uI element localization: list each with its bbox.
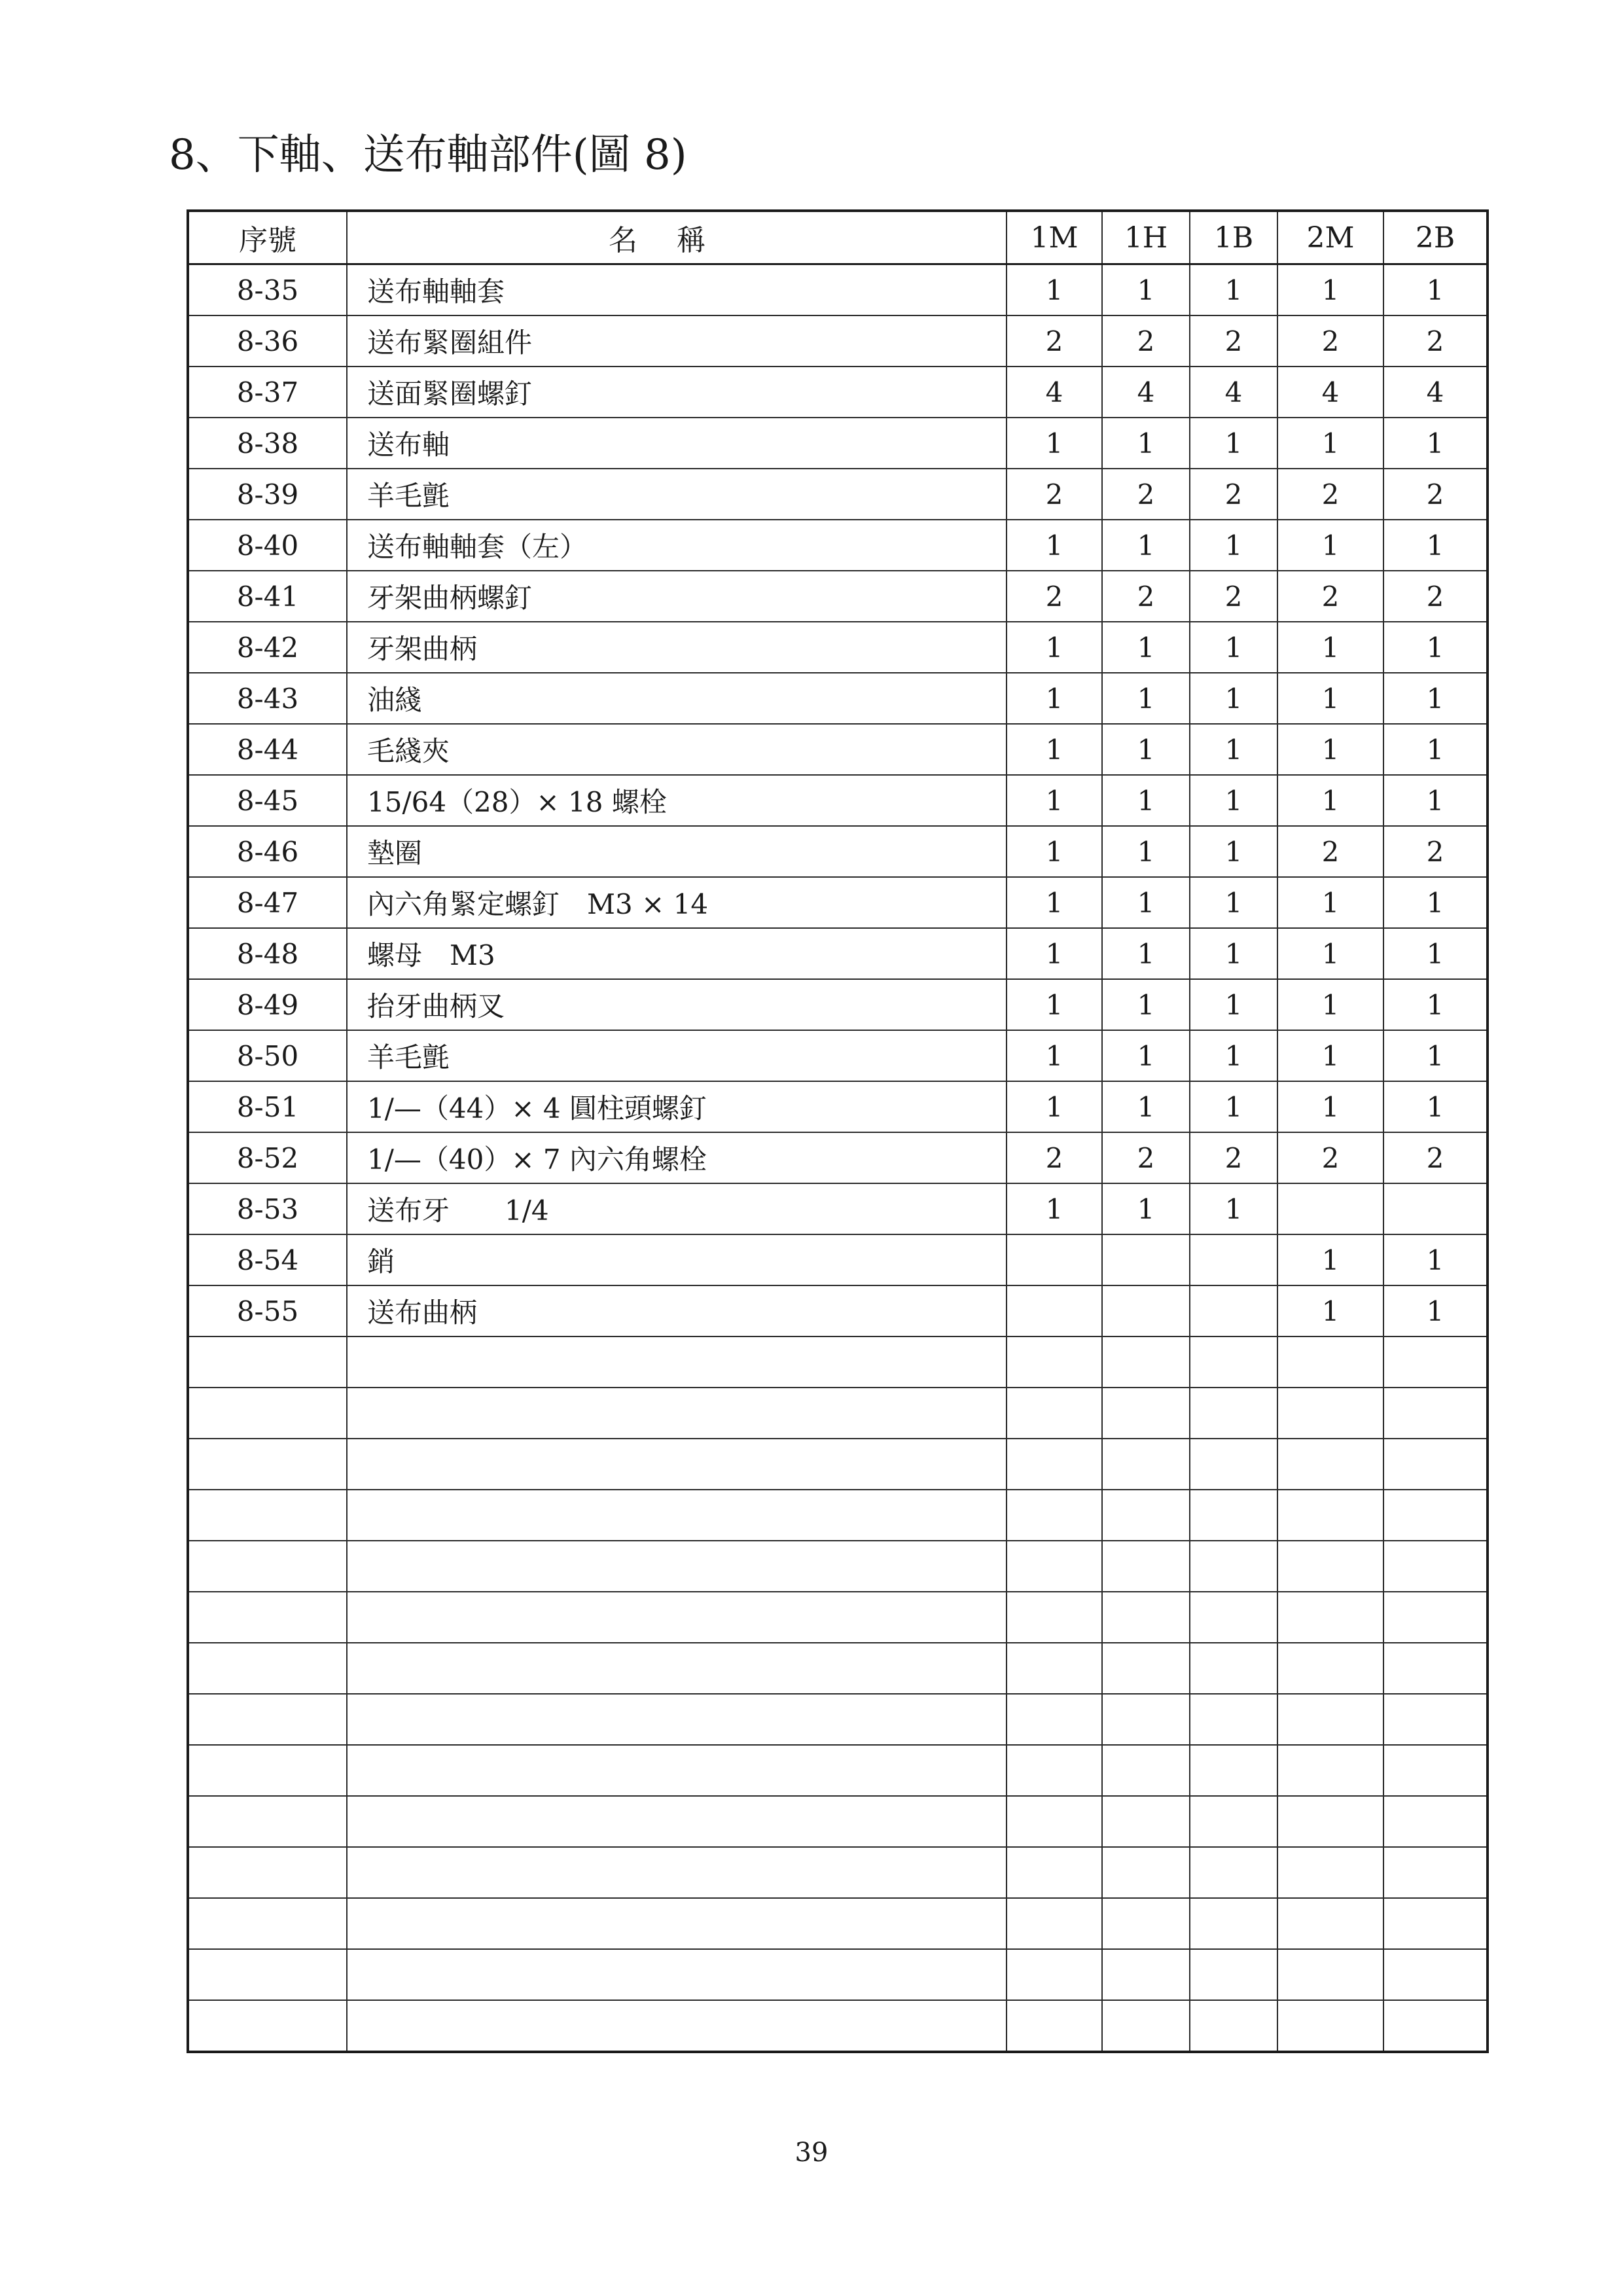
header-1m: 1M [1007, 211, 1102, 264]
empty-cell [1190, 1388, 1277, 1439]
empty-cell [347, 1694, 1007, 1745]
empty-cell [1383, 1336, 1488, 1388]
empty-cell [1102, 1388, 1190, 1439]
qty-1m: 1 [1007, 418, 1102, 469]
empty-cell [1277, 1898, 1383, 1949]
empty-cell [188, 1336, 347, 1388]
empty-cell [1383, 1643, 1488, 1694]
empty-cell [1190, 1490, 1277, 1541]
empty-cell [188, 1541, 347, 1592]
empty-cell [1102, 1694, 1190, 1745]
table-row [188, 826, 1488, 877]
empty-row [188, 1336, 1488, 1388]
part-number: 8-52 [188, 1132, 347, 1183]
header-1h: 1H [1102, 211, 1190, 264]
empty-cell [347, 1847, 1007, 1898]
qty-1h: 2 [1102, 315, 1190, 367]
empty-cell [188, 1694, 347, 1745]
qty-2b: 2 [1383, 571, 1488, 622]
empty-cell [1190, 1643, 1277, 1694]
qty-2b: 1 [1383, 877, 1488, 928]
empty-cell [1190, 1439, 1277, 1490]
qty-1b: 1 [1190, 520, 1277, 571]
qty-2b: 1 [1383, 1285, 1488, 1336]
empty-cell [1102, 1847, 1190, 1898]
qty-1b: 2 [1190, 571, 1277, 622]
empty-cell [1383, 1439, 1488, 1490]
qty-1b: 1 [1190, 877, 1277, 928]
part-number: 8-46 [188, 826, 347, 877]
empty-cell [347, 2000, 1007, 2052]
qty-1m: 1 [1007, 1030, 1102, 1081]
empty-cell [1007, 1643, 1102, 1694]
qty-2m: 1 [1277, 928, 1383, 979]
qty-1b: 1 [1190, 1081, 1277, 1132]
empty-cell [188, 1439, 347, 1490]
empty-cell [1190, 1949, 1277, 2000]
empty-cell [347, 1592, 1007, 1643]
empty-cell [1007, 1439, 1102, 1490]
empty-cell [1007, 1745, 1102, 1796]
part-number: 8-38 [188, 418, 347, 469]
empty-row [188, 1592, 1488, 1643]
qty-1b: 1 [1190, 1030, 1277, 1081]
qty-1h: 2 [1102, 469, 1190, 520]
qty-1h: 2 [1102, 571, 1190, 622]
empty-cell [1277, 2000, 1383, 2052]
empty-cell [1277, 1592, 1383, 1643]
empty-row [188, 1949, 1488, 2000]
empty-row [188, 1541, 1488, 1592]
qty-1b: 1 [1190, 418, 1277, 469]
empty-cell [1102, 1592, 1190, 1643]
table-row [188, 418, 1488, 469]
qty-1b: 1 [1190, 264, 1277, 316]
qty-2b [1383, 1183, 1488, 1234]
part-number: 8-50 [188, 1030, 347, 1081]
qty-2m: 1 [1277, 979, 1383, 1030]
empty-cell [1007, 1796, 1102, 1847]
qty-2m: 1 [1277, 877, 1383, 928]
part-name: 抬牙曲柄叉 [347, 979, 1007, 1030]
qty-1h [1102, 1285, 1190, 1336]
qty-1h: 1 [1102, 264, 1190, 316]
empty-cell [1277, 1490, 1383, 1541]
header-no: 序號 [188, 211, 347, 264]
qty-1b: 1 [1190, 724, 1277, 775]
empty-cell [1007, 1898, 1102, 1949]
qty-2b: 4 [1383, 367, 1488, 418]
part-number: 8-37 [188, 367, 347, 418]
empty-cell [347, 1745, 1007, 1796]
qty-2m: 1 [1277, 1234, 1383, 1285]
empty-cell [1102, 1949, 1190, 2000]
qty-2m: 1 [1277, 418, 1383, 469]
qty-1m: 2 [1007, 469, 1102, 520]
part-name: 銷 [347, 1234, 1007, 1285]
empty-cell [1383, 1745, 1488, 1796]
table-row [188, 928, 1488, 979]
part-number: 8-35 [188, 264, 347, 316]
empty-cell [1102, 1898, 1190, 1949]
empty-row [188, 1388, 1488, 1439]
empty-cell [1277, 1439, 1383, 1490]
empty-row [188, 1643, 1488, 1694]
empty-cell [1277, 1541, 1383, 1592]
empty-cell [1383, 1898, 1488, 1949]
empty-cell [1190, 1847, 1277, 1898]
qty-2b: 1 [1383, 264, 1488, 316]
part-name: 送布緊圈組件 [347, 315, 1007, 367]
empty-cell [1277, 1745, 1383, 1796]
qty-1h: 1 [1102, 724, 1190, 775]
empty-cell [347, 1898, 1007, 1949]
empty-cell [1190, 1796, 1277, 1847]
page-title: 8、下軸、送布軸部件(圖 8) [169, 131, 687, 179]
empty-cell [1383, 1847, 1488, 1898]
empty-cell [1277, 1336, 1383, 1388]
empty-cell [347, 1949, 1007, 2000]
qty-1m: 1 [1007, 826, 1102, 877]
qty-1h: 1 [1102, 622, 1190, 673]
empty-cell [1190, 1592, 1277, 1643]
empty-cell [347, 1490, 1007, 1541]
qty-1m: 1 [1007, 724, 1102, 775]
qty-2b: 1 [1383, 1030, 1488, 1081]
part-name: 送面緊圈螺釘 [347, 367, 1007, 418]
empty-row [188, 1847, 1488, 1898]
qty-1b [1190, 1285, 1277, 1336]
empty-cell [188, 1745, 347, 1796]
table-row [188, 1081, 1488, 1132]
part-number: 8-39 [188, 469, 347, 520]
qty-1b: 1 [1190, 622, 1277, 673]
empty-cell [1007, 1949, 1102, 2000]
qty-1b: 1 [1190, 979, 1277, 1030]
part-number: 8-47 [188, 877, 347, 928]
empty-cell [1383, 1490, 1488, 1541]
empty-cell [1383, 1388, 1488, 1439]
qty-1m: 1 [1007, 264, 1102, 316]
qty-2b: 1 [1383, 418, 1488, 469]
qty-1b [1190, 1234, 1277, 1285]
table-row [188, 1285, 1488, 1336]
table-row [188, 315, 1488, 367]
empty-cell [347, 1796, 1007, 1847]
qty-2m: 1 [1277, 1285, 1383, 1336]
part-name: 牙架曲柄螺釘 [347, 571, 1007, 622]
qty-2b: 1 [1383, 673, 1488, 724]
table-row [188, 622, 1488, 673]
empty-cell [188, 1490, 347, 1541]
table-row [188, 571, 1488, 622]
part-name: 送布曲柄 [347, 1285, 1007, 1336]
empty-cell [1007, 1847, 1102, 1898]
qty-2b: 2 [1383, 315, 1488, 367]
page-number: 39 [794, 2138, 829, 2168]
qty-1m: 1 [1007, 1081, 1102, 1132]
qty-1m: 1 [1007, 979, 1102, 1030]
qty-1b: 1 [1190, 928, 1277, 979]
empty-cell [347, 1643, 1007, 1694]
qty-1m: 2 [1007, 315, 1102, 367]
empty-cell [1102, 1745, 1190, 1796]
empty-cell [1190, 1541, 1277, 1592]
part-name: 毛綫夾 [347, 724, 1007, 775]
qty-1b: 4 [1190, 367, 1277, 418]
empty-cell [1277, 1388, 1383, 1439]
empty-cell [1102, 1336, 1190, 1388]
empty-cell [1102, 1439, 1190, 1490]
empty-cell [1007, 1490, 1102, 1541]
qty-2m: 1 [1277, 724, 1383, 775]
qty-1h: 1 [1102, 979, 1190, 1030]
part-name: 15/64（28）× 18 螺栓 [347, 775, 1007, 826]
empty-cell [188, 1592, 347, 1643]
empty-cell [1007, 1592, 1102, 1643]
qty-2b: 2 [1383, 469, 1488, 520]
empty-cell [188, 2000, 347, 2052]
qty-1h: 1 [1102, 1081, 1190, 1132]
part-number: 8-55 [188, 1285, 347, 1336]
qty-2b: 1 [1383, 775, 1488, 826]
qty-1h [1102, 1234, 1190, 1285]
empty-cell [1383, 1949, 1488, 2000]
table-row [188, 367, 1488, 418]
empty-cell [188, 1388, 347, 1439]
qty-1h: 1 [1102, 418, 1190, 469]
empty-cell [1102, 1490, 1190, 1541]
empty-cell [1277, 1949, 1383, 2000]
qty-1h: 1 [1102, 877, 1190, 928]
part-name: 1/—（44）× 4 圓柱頭螺釘 [347, 1081, 1007, 1132]
part-number: 8-43 [188, 673, 347, 724]
qty-1h: 1 [1102, 673, 1190, 724]
empty-cell [1007, 1388, 1102, 1439]
qty-2m: 1 [1277, 520, 1383, 571]
qty-2m: 4 [1277, 367, 1383, 418]
qty-2b: 2 [1383, 826, 1488, 877]
empty-cell [347, 1388, 1007, 1439]
qty-2b: 1 [1383, 724, 1488, 775]
qty-1h: 4 [1102, 367, 1190, 418]
part-number: 8-53 [188, 1183, 347, 1234]
qty-2m: 2 [1277, 469, 1383, 520]
part-name: 送布軸 [347, 418, 1007, 469]
part-number: 8-36 [188, 315, 347, 367]
part-number: 8-42 [188, 622, 347, 673]
empty-cell [188, 1796, 347, 1847]
empty-cell [1277, 1643, 1383, 1694]
part-number: 8-44 [188, 724, 347, 775]
part-name: 1/—（40）× 7 內六角螺栓 [347, 1132, 1007, 1183]
empty-cell [1383, 1541, 1488, 1592]
empty-row [188, 1439, 1488, 1490]
qty-1b: 2 [1190, 469, 1277, 520]
part-number: 8-51 [188, 1081, 347, 1132]
part-name: 送布牙 1/4 [347, 1183, 1007, 1234]
part-number: 8-48 [188, 928, 347, 979]
empty-row [188, 1898, 1488, 1949]
empty-cell [1007, 1336, 1102, 1388]
qty-1m: 1 [1007, 622, 1102, 673]
qty-1b: 2 [1190, 1132, 1277, 1183]
table-row [188, 520, 1488, 571]
empty-cell [1102, 2000, 1190, 2052]
qty-1h: 1 [1102, 826, 1190, 877]
empty-cell [1007, 2000, 1102, 2052]
empty-cell [1190, 1745, 1277, 1796]
empty-cell [1190, 2000, 1277, 2052]
table-row [188, 673, 1488, 724]
qty-2m: 1 [1277, 775, 1383, 826]
qty-2m: 1 [1277, 264, 1383, 316]
table-row [188, 1030, 1488, 1081]
qty-2m [1277, 1183, 1383, 1234]
part-name: 羊毛氈 [347, 469, 1007, 520]
qty-2b: 1 [1383, 520, 1488, 571]
part-number: 8-49 [188, 979, 347, 1030]
qty-1m: 2 [1007, 1132, 1102, 1183]
qty-1h: 2 [1102, 1132, 1190, 1183]
qty-1h: 1 [1102, 928, 1190, 979]
empty-cell [1102, 1796, 1190, 1847]
qty-2b: 1 [1383, 979, 1488, 1030]
empty-cell [188, 1898, 347, 1949]
qty-1b: 2 [1190, 315, 1277, 367]
table-header-row [188, 211, 1488, 264]
empty-row [188, 1490, 1488, 1541]
qty-2m: 2 [1277, 315, 1383, 367]
qty-2b: 1 [1383, 622, 1488, 673]
qty-1m: 1 [1007, 928, 1102, 979]
qty-1h: 1 [1102, 775, 1190, 826]
empty-cell [1190, 1898, 1277, 1949]
qty-2b: 2 [1383, 1132, 1488, 1183]
header-name: 名稱 [347, 211, 1007, 264]
qty-1m: 1 [1007, 1183, 1102, 1234]
qty-2b: 1 [1383, 928, 1488, 979]
empty-cell [1190, 1336, 1277, 1388]
empty-cell [1383, 2000, 1488, 2052]
empty-cell [347, 1439, 1007, 1490]
empty-cell [1383, 1796, 1488, 1847]
qty-1m: 2 [1007, 571, 1102, 622]
empty-cell [347, 1541, 1007, 1592]
table-row [188, 469, 1488, 520]
qty-1m: 1 [1007, 673, 1102, 724]
qty-1m: 1 [1007, 877, 1102, 928]
table-row [188, 724, 1488, 775]
header-2m: 2M [1277, 211, 1383, 264]
header-1b: 1B [1190, 211, 1277, 264]
part-name: 內六角緊定螺釘 M3 × 14 [347, 877, 1007, 928]
qty-2m: 2 [1277, 1132, 1383, 1183]
qty-2m: 2 [1277, 571, 1383, 622]
qty-1h: 1 [1102, 1183, 1190, 1234]
table-row [188, 1183, 1488, 1234]
empty-row [188, 1745, 1488, 1796]
empty-row [188, 2000, 1488, 2052]
empty-cell [1102, 1541, 1190, 1592]
table-row [188, 1234, 1488, 1285]
empty-cell [347, 1336, 1007, 1388]
part-number: 8-41 [188, 571, 347, 622]
qty-2m: 2 [1277, 826, 1383, 877]
empty-row [188, 1694, 1488, 1745]
empty-cell [188, 1847, 347, 1898]
table-row [188, 877, 1488, 928]
empty-cell [1102, 1643, 1190, 1694]
part-name: 牙架曲柄 [347, 622, 1007, 673]
qty-1b: 1 [1190, 826, 1277, 877]
part-number: 8-54 [188, 1234, 347, 1285]
qty-2m: 1 [1277, 1081, 1383, 1132]
qty-1b: 1 [1190, 775, 1277, 826]
part-name: 螺母 M3 [347, 928, 1007, 979]
part-number: 8-45 [188, 775, 347, 826]
qty-1h: 1 [1102, 520, 1190, 571]
qty-1b: 1 [1190, 673, 1277, 724]
qty-1m: 1 [1007, 775, 1102, 826]
empty-cell [1383, 1694, 1488, 1745]
qty-2m: 1 [1277, 1030, 1383, 1081]
qty-1h: 1 [1102, 1030, 1190, 1081]
part-name: 羊毛氈 [347, 1030, 1007, 1081]
empty-cell [1007, 1694, 1102, 1745]
empty-row [188, 1796, 1488, 1847]
empty-cell [188, 1643, 347, 1694]
qty-1m: 1 [1007, 520, 1102, 571]
table-row [188, 264, 1488, 316]
qty-1m [1007, 1285, 1102, 1336]
qty-2b: 1 [1383, 1081, 1488, 1132]
empty-cell [1007, 1541, 1102, 1592]
empty-cell [188, 1949, 347, 2000]
qty-2m: 1 [1277, 673, 1383, 724]
table-row [188, 1132, 1488, 1183]
part-name: 送布軸軸套（左） [347, 520, 1007, 571]
header-2b: 2B [1383, 211, 1488, 264]
table-body [188, 264, 1488, 2053]
parts-table [187, 209, 1489, 2053]
empty-cell [1277, 1847, 1383, 1898]
empty-cell [1277, 1694, 1383, 1745]
part-name: 油綫 [347, 673, 1007, 724]
qty-1m: 4 [1007, 367, 1102, 418]
qty-2m: 1 [1277, 622, 1383, 673]
empty-cell [1190, 1694, 1277, 1745]
qty-1m [1007, 1234, 1102, 1285]
table-row [188, 775, 1488, 826]
table-row [188, 979, 1488, 1030]
part-name: 送布軸軸套 [347, 264, 1007, 316]
empty-cell [1277, 1796, 1383, 1847]
empty-cell [1383, 1592, 1488, 1643]
qty-1b: 1 [1190, 1183, 1277, 1234]
part-number: 8-40 [188, 520, 347, 571]
qty-2b: 1 [1383, 1234, 1488, 1285]
part-name: 墊圈 [347, 826, 1007, 877]
